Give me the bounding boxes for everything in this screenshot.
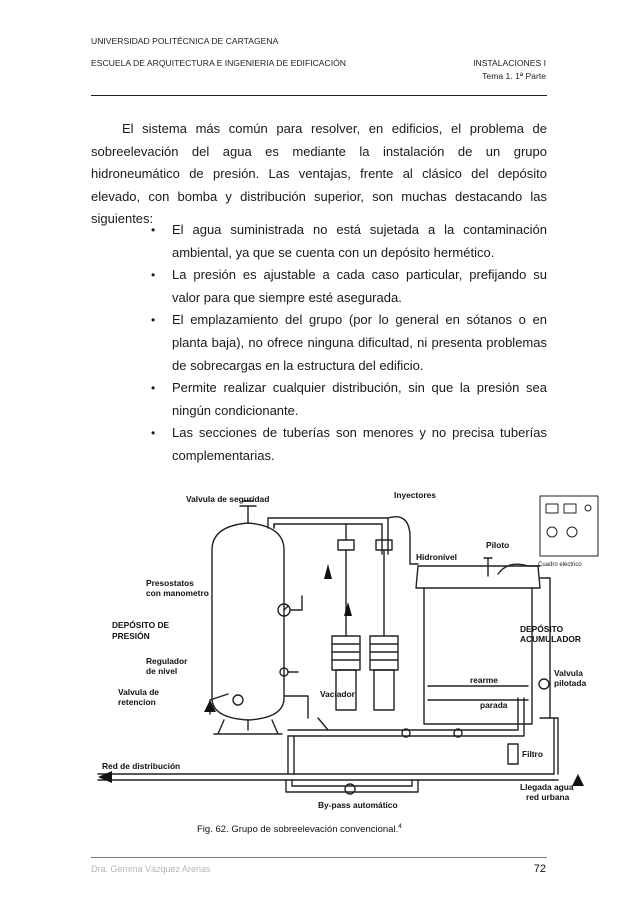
- label-injectors: Inyectores: [394, 490, 436, 500]
- pilot-valve: [539, 679, 549, 689]
- footer-author: Dra. Gemma Vázquez Arenas: [91, 864, 211, 874]
- injector: [338, 540, 354, 550]
- advantages-list: [151, 219, 547, 468]
- list-item-text: La presión es ajustable a cada caso particular, prefijando su valor para que siempre esté asegurada.: [172, 267, 547, 305]
- figure-caption: [197, 823, 402, 835]
- list-item-text: Permite realizar cualquier distribución, sin que la presión sea ningún condicionante.: [172, 380, 547, 418]
- bullet-icon: •: [151, 268, 156, 283]
- list-item: [151, 264, 547, 309]
- level-sensor: [484, 558, 492, 576]
- list-item: [151, 377, 547, 422]
- list-item-text: El emplazamiento del grupo (por lo general en sótanos o en planta baja), no ofrece ninguna dificultad, ni presenta problemas de sobrecargas en la estructura del edificio.: [172, 312, 547, 373]
- label-level-regulator: Regulador: [146, 656, 188, 666]
- label-stop: parada: [480, 700, 508, 710]
- check-valve: [233, 695, 243, 705]
- label-level-gauge: Hidronivel: [416, 552, 457, 562]
- injector: [376, 540, 392, 550]
- bullet-icon: •: [151, 426, 156, 441]
- pressure-tank: [212, 523, 284, 734]
- bullet-icon: •: [151, 381, 156, 396]
- bullet-icon: •: [151, 313, 156, 328]
- header-divider: [91, 95, 547, 96]
- page-number: 72: [533, 863, 546, 875]
- label-pressure-switches-2: con manometro: [146, 588, 209, 598]
- label-pilot: Piloto: [486, 540, 510, 550]
- caption-text: Fig. 62. Grupo de sobreelevación convencional.: [197, 824, 399, 836]
- control-panel: [540, 496, 598, 556]
- label-drain: Vaciador: [320, 689, 355, 699]
- list-item-text: Las secciones de tuberías son menores y no precisa tuberías complementarias.: [172, 425, 547, 463]
- label-check-valve-2: retencion: [118, 697, 156, 707]
- label-water-inlet-2: red urbana: [526, 792, 570, 802]
- label-pressure-tank: DEPÓSITO DE: [112, 620, 170, 630]
- pressure-group-diagram: [88, 468, 608, 816]
- list-item: [151, 219, 547, 264]
- list-item-text: El agua suministrada no está sujetada a la contaminación ambiental, ya que se cuenta con un depósito hermético.: [172, 222, 547, 260]
- label-accumulator: DEPÓSITO: [520, 624, 564, 634]
- label-pilot-valve: Valvula: [554, 668, 583, 678]
- list-item: [151, 422, 547, 467]
- header-university: UNIVERSIDAD POLITÉCNICA DE CARTAGENA: [91, 36, 279, 46]
- label-pressure-tank-2: PRESIÓN: [112, 631, 150, 641]
- pump: [370, 628, 398, 710]
- header-course: INSTALACIONES I: [473, 58, 546, 68]
- label-safety-valve: Valvula de seguridad: [186, 494, 270, 504]
- label-reset: rearme: [470, 675, 498, 685]
- label-check-valve: Valvula de: [118, 687, 159, 697]
- label-filter: Filtro: [522, 749, 543, 759]
- accumulator-tank: [416, 566, 540, 724]
- label-distribution-network: Red de distribución: [102, 761, 181, 771]
- label-pressure-switches: Presostatos: [146, 578, 194, 588]
- label-accumulator-2: ACUMULADOR: [520, 634, 581, 644]
- footer-divider: [91, 857, 547, 858]
- safety-valve: [240, 501, 256, 523]
- intro-paragraph: El sistema más común para resolver, en edificios, el problema de sobreelevación del agua es mediante la instalación de un grupo hidroneumático de presión. Las ventajas, frente al clásico del depósito elevado, con bomba y distribución superior, son muchas destacando las siguientes:: [91, 121, 547, 227]
- label-control-panel: Cuadro eléctrico: [538, 562, 582, 568]
- filter: [508, 744, 518, 764]
- bullet-icon: •: [151, 223, 156, 237]
- label-level-regulator-2: de nivel: [146, 666, 178, 676]
- label-bypass: By-pass automático: [318, 800, 398, 810]
- list-item: [151, 309, 547, 377]
- header-school: ESCUELA DE ARQUITECTURA E INGENIERIA DE EDIFICACIÓN: [91, 58, 346, 68]
- label-pilot-valve-2: pilotada: [554, 678, 587, 688]
- caption-footnote-ref: 4: [398, 823, 402, 830]
- label-water-inlet: Llegada agua: [520, 782, 574, 792]
- header-topic: Tema 1. 1ª Parte: [482, 71, 546, 81]
